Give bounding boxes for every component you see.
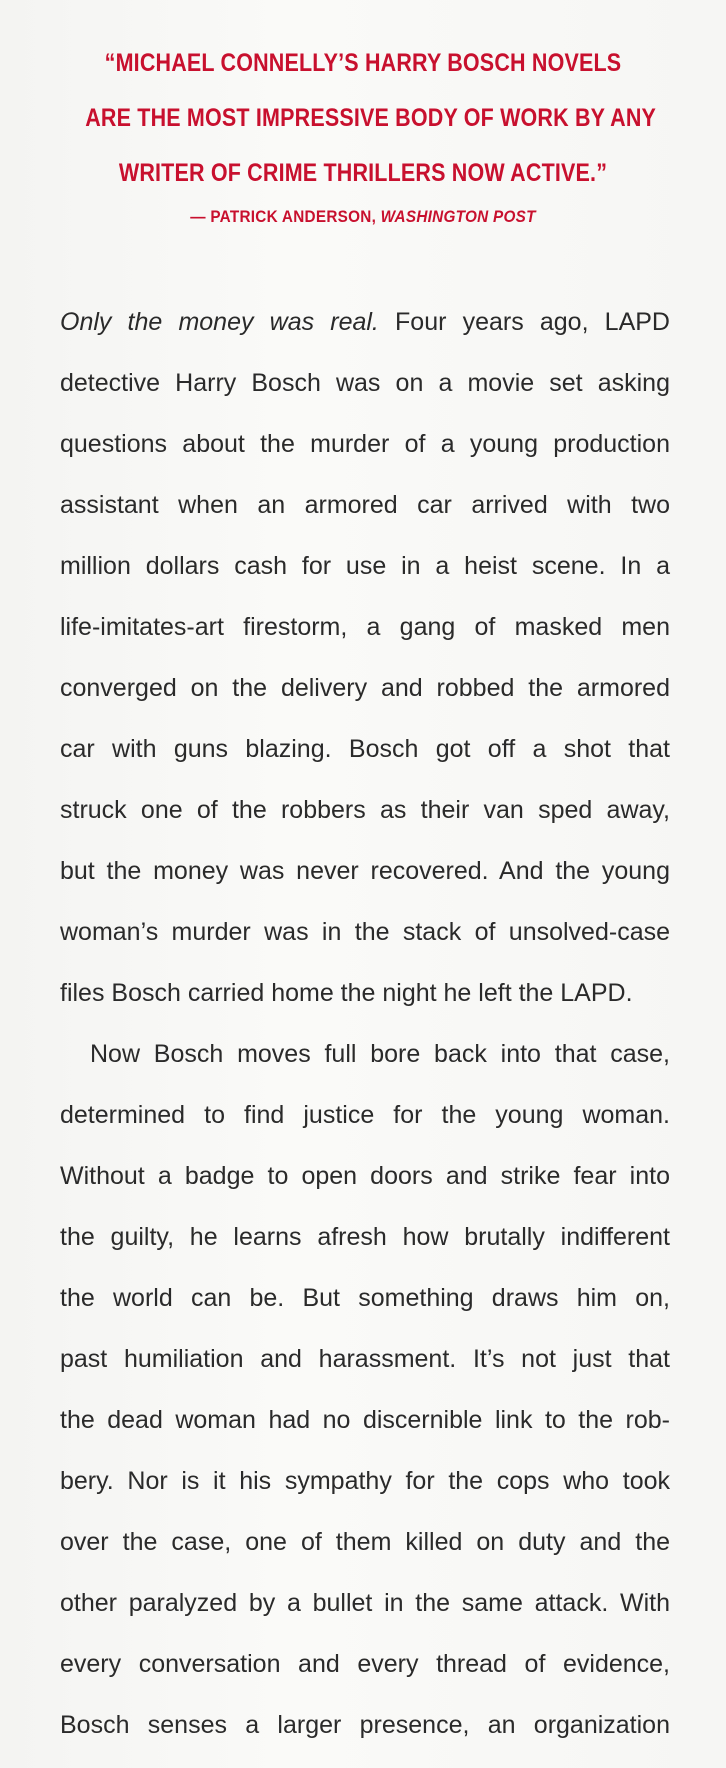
- attribution-publication: WASHINGTON POST: [380, 207, 536, 226]
- blurb-quote: [40, 36, 686, 227]
- body-line: bery. Nor is it his sympathy for the cops who took: [60, 1467, 670, 1495]
- body-line: struck one of the robbers as their van sped away,: [60, 796, 670, 824]
- italic-lead: Only the money was real.: [60, 308, 379, 336]
- attribution-author: — PATRICK ANDERSON,: [190, 207, 381, 226]
- body-line: but the money was never recovered. And the young: [60, 857, 670, 885]
- body-line: life-imitates-art firestorm, a gang of masked men: [60, 613, 670, 641]
- body-line-text: Four years ago, LAPD: [378, 308, 670, 336]
- body-line: [60, 292, 670, 353]
- body-line: assistant when an armored car arrived with two: [60, 491, 670, 519]
- body-line: car with guns blazing. Bosch got off a shot that: [60, 735, 670, 763]
- quote-line: “MICHAEL CONNELLY’S HARRY BOSCH NOVELS: [104, 49, 622, 77]
- quote-line: WRITER OF CRIME THRILLERS NOW ACTIVE.”: [118, 159, 608, 187]
- body-line: Now Bosch moves full bore back into that case,: [90, 1040, 670, 1068]
- body-line: every conversation and every thread of evidence,: [60, 1650, 670, 1678]
- body-line: files Bosch carried home the night he left the LAPD.: [60, 979, 633, 1007]
- body-line: Bosch senses a larger presence, an organization: [60, 1711, 670, 1739]
- body-line: detective Harry Bosch was on a movie set asking: [60, 369, 670, 397]
- body-line: converged on the delivery and robbed the armored: [60, 674, 670, 702]
- quote-line: ARE THE MOST IMPRESSIVE BODY OF WORK BY ANY: [85, 104, 657, 132]
- body-line: questions about the murder of a young production: [60, 430, 670, 458]
- body-line: Without a badge to open doors and strike fear into: [60, 1162, 670, 1190]
- synopsis: [60, 292, 670, 1756]
- body-line: over the case, one of them killed on duty and the: [60, 1528, 670, 1556]
- body-line: determined to find justice for the young woman.: [60, 1101, 670, 1129]
- body-line: the guilty, he learns afresh how brutally indifferent: [60, 1223, 670, 1251]
- body-line: past humiliation and harassment. It’s not just that: [60, 1345, 670, 1373]
- body-line: the dead woman had no discernible link to the rob-: [60, 1406, 670, 1434]
- quote-attribution: [72, 207, 653, 227]
- body-line: the world can be. But something draws him on,: [60, 1284, 670, 1312]
- body-line: other paralyzed by a bullet in the same attack. With: [60, 1589, 670, 1617]
- body-line: million dollars cash for use in a heist scene. In a: [60, 552, 670, 580]
- body-line: woman’s murder was in the stack of unsolved-case: [60, 918, 670, 946]
